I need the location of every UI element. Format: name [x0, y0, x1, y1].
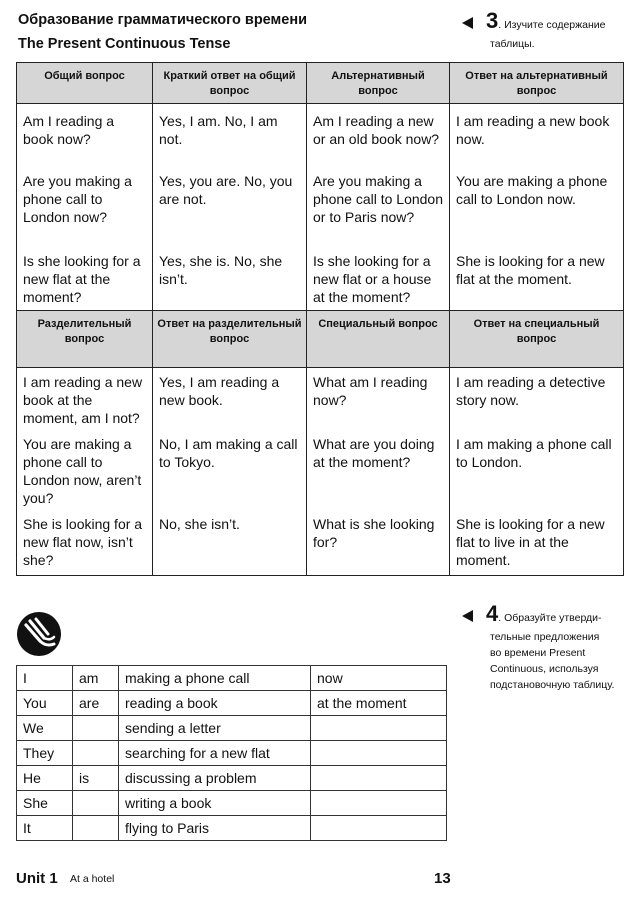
- table-row: [17, 248, 624, 311]
- header-cell: Ответ на специальный вопрос: [450, 311, 624, 368]
- task-3-block: [486, 8, 606, 34]
- table-row: [17, 431, 624, 511]
- footer-unit: Unit 1: [16, 870, 58, 887]
- task-arrow-icon: [462, 610, 473, 622]
- header-cell: Альтернативный вопрос: [307, 63, 450, 104]
- table-cell: Yes, you are. No, you are not.: [153, 168, 307, 248]
- table-row: [17, 741, 447, 766]
- table-cell: [311, 766, 447, 791]
- task-3-number: 3: [486, 8, 499, 33]
- table-cell: Yes, she is. No, she isn’t.: [153, 248, 307, 311]
- table-cell: I am reading a new book now.: [450, 104, 624, 169]
- table-row: [17, 666, 447, 691]
- table-cell: What is she looking for?: [307, 511, 450, 576]
- task-4-block: [486, 601, 602, 627]
- table-row: [17, 368, 624, 432]
- task-4-number: 4: [486, 601, 499, 626]
- table-cell: sending a letter: [119, 716, 311, 741]
- table-cell: You: [17, 691, 73, 716]
- task-4-line: Continuous, используя: [490, 663, 599, 675]
- table-cell: She: [17, 791, 73, 816]
- table-cell: He: [17, 766, 73, 791]
- table-cell: Yes, I am reading a new book.: [153, 368, 307, 432]
- table-cell: They: [17, 741, 73, 766]
- table-cell: flying to Paris: [119, 816, 311, 841]
- table-cell: are: [73, 691, 119, 716]
- header-cell: Общий вопрос: [17, 63, 153, 104]
- header-cell: Разделительный вопрос: [17, 311, 153, 368]
- task-3-line: . Изучите содержание: [498, 19, 606, 31]
- task-4-line: . Образуйте утверди-: [498, 612, 602, 624]
- task-4-line: во времени Present: [490, 647, 586, 659]
- table-cell: Is she looking for a new flat or a house at the moment?: [307, 248, 450, 311]
- table-cell: am: [73, 666, 119, 691]
- header-cell: Ответ на альтернативный вопрос: [450, 63, 624, 104]
- table-cell: Yes, I am. No, I am not.: [153, 104, 307, 169]
- table-row: [17, 168, 624, 248]
- table-cell: I: [17, 666, 73, 691]
- grammar-table: [16, 62, 624, 576]
- table-row: [17, 691, 447, 716]
- table-cell: is: [73, 766, 119, 791]
- table-row: [17, 104, 624, 169]
- table-cell: discussing a problem: [119, 766, 311, 791]
- table-cell: Are you making a phone call to London or to Paris now?: [307, 168, 450, 248]
- table-cell: No, she isn’t.: [153, 511, 307, 576]
- table-cell: writing a book: [119, 791, 311, 816]
- table-cell: What are you doing at the moment?: [307, 431, 450, 511]
- table-cell: now: [311, 666, 447, 691]
- table-cell: reading a book: [119, 691, 311, 716]
- table-header-row: [17, 311, 624, 368]
- header-cell: Специальный вопрос: [307, 311, 450, 368]
- header-cell: Краткий ответ на общий вопрос: [153, 63, 307, 104]
- table-cell: searching for a new flat: [119, 741, 311, 766]
- table-cell: She is looking for a new flat now, isn’t she?: [17, 511, 153, 576]
- table-row: [17, 511, 624, 576]
- table-cell: I am reading a new book at the moment, am I not?: [17, 368, 153, 432]
- section-logo-icon: [16, 611, 62, 657]
- table-cell: Is she looking for a new flat at the moment?: [17, 248, 153, 311]
- table-cell: I am reading a detective story now.: [450, 368, 624, 432]
- table-row: [17, 766, 447, 791]
- substitution-table: [16, 665, 447, 841]
- table-header-row: [17, 63, 624, 104]
- table-row: [17, 716, 447, 741]
- table-row: [17, 816, 447, 841]
- table-cell: You are making a phone call to London now, aren’t you?: [17, 431, 153, 511]
- table-row: [17, 791, 447, 816]
- table-cell: at the moment: [311, 691, 447, 716]
- table-cell: Am I reading a book now?: [17, 104, 153, 169]
- task-3-line: таблицы.: [490, 38, 535, 50]
- table-cell: She is looking for a new flat to live in at the moment.: [450, 511, 624, 576]
- table-cell: [73, 816, 119, 841]
- table-cell: We: [17, 716, 73, 741]
- table-cell: What am I reading now?: [307, 368, 450, 432]
- header-cell: Ответ на разделительный вопрос: [153, 311, 307, 368]
- table-cell: [73, 741, 119, 766]
- table-cell: Are you making a phone call to London now?: [17, 168, 153, 248]
- section-title-en: The Present Continuous Tense: [18, 36, 231, 52]
- task-arrow-icon: [462, 17, 473, 29]
- table-cell: I am making a phone call to London.: [450, 431, 624, 511]
- table-cell: It: [17, 816, 73, 841]
- table-cell: She is looking for a new flat at the moment.: [450, 248, 624, 311]
- page-number: 13: [434, 870, 451, 887]
- task-4-line: подстановочную таблицу.: [490, 679, 615, 691]
- table-cell: You are making a phone call to London now.: [450, 168, 624, 248]
- table-cell: [311, 791, 447, 816]
- table-cell: Am I reading a new or an old book now?: [307, 104, 450, 169]
- footer-subtitle: At a hotel: [70, 873, 115, 885]
- table-cell: [311, 716, 447, 741]
- table-cell: [311, 741, 447, 766]
- table-cell: No, I am making a call to Tokyo.: [153, 431, 307, 511]
- section-title-ru: Образование грамматического времени: [18, 12, 308, 28]
- table-cell: [73, 716, 119, 741]
- task-4-line: тельные предложения: [490, 631, 600, 643]
- table-cell: making a phone call: [119, 666, 311, 691]
- table-cell: [73, 791, 119, 816]
- table-cell: [311, 816, 447, 841]
